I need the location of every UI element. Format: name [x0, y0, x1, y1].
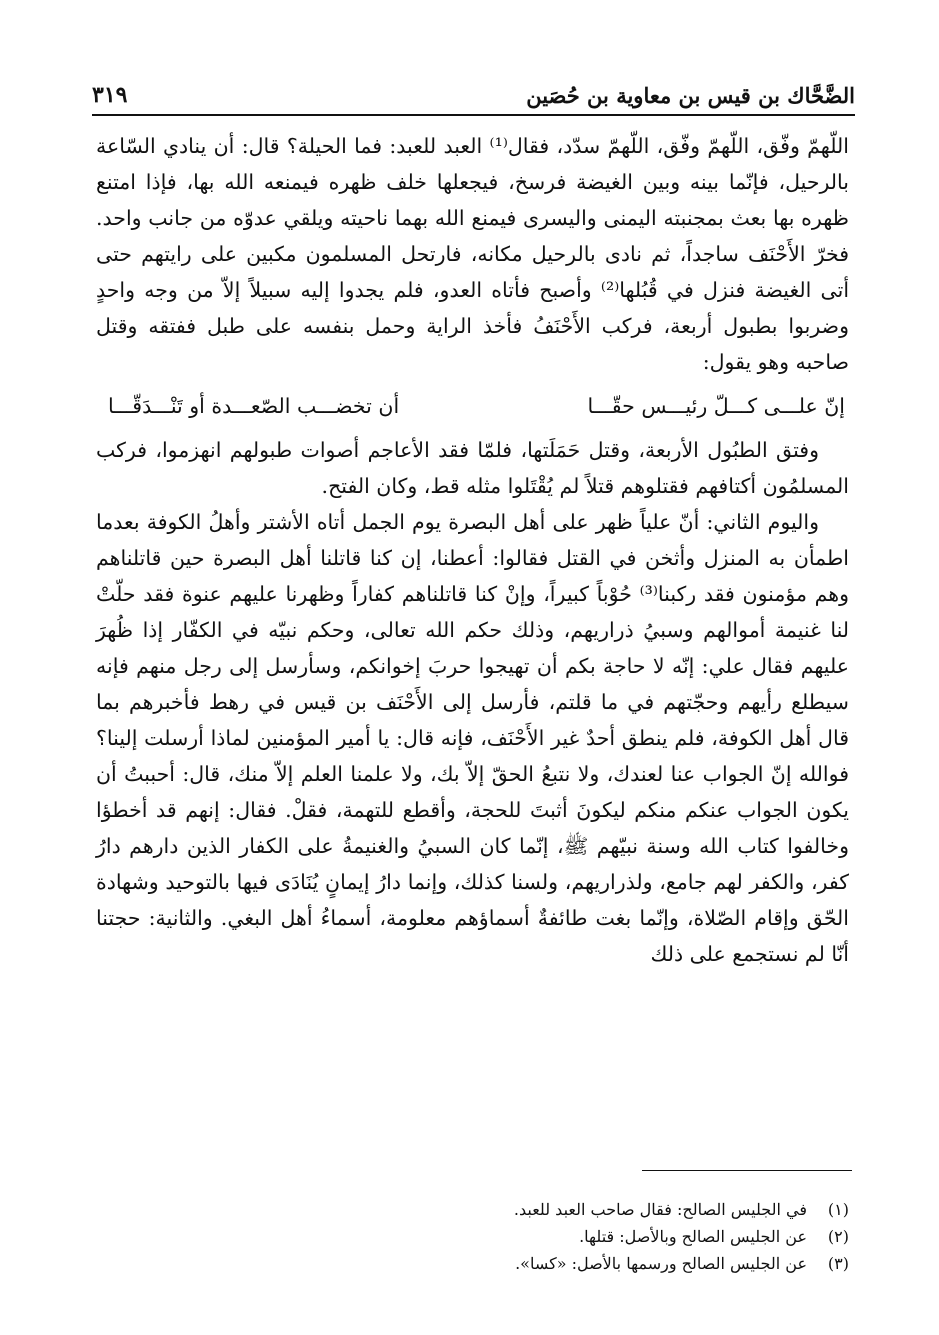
page-number: ٣١٩	[92, 82, 128, 108]
verse-first-hemistich: إنّ علـــى كـــلّ رئيـــس حقّـــا	[587, 394, 845, 418]
footnote-1	[96, 1196, 849, 1223]
footnote-3	[96, 1250, 849, 1277]
footnote-text: عن الجليس الصالح وبالأصل: قتلها.	[579, 1227, 807, 1246]
header-rule	[92, 114, 855, 116]
footnote-rule	[642, 1170, 852, 1171]
footnote-2	[96, 1223, 849, 1250]
footnote-text: عن الجليس الصالح ورسمها بالأصل: «كسا».	[515, 1254, 807, 1273]
footnote-number: (٣)	[827, 1254, 849, 1273]
running-title: الضَّحَّاك بن قيس بن معاوية بن حُصَين	[526, 83, 855, 108]
main-text	[96, 128, 849, 972]
paragraph-1: اللّهمّ وفّق، اللّهمّ وفّق، اللّهمّ سدّد، فقال⁽¹⁾ العبد للعبد: فما الحيلة؟ قال: أن ينادي السّاعة بالرحيل، فإنّما بينه وبين الغيضة فرسخ، فيجعلها خلف ظهره فيمنعه الله بها، فإذا امتنع ظهره بها بعث بمجنبته اليمنى واليسرى فيمنع الله بهما ناحيته ويلقي عدوّه من جانب واحد. فخرّ الأَحْنَف ساجداً، ثم نادى بالرحيل مكانه، فارتحل المسلمون مكبين على رايتهم حتى أتى الغيضة فنزل في قُبُلها⁽²⁾ وأصبح فأتاه العدو، فلم يجدوا إليه سبيلاً إلاّ من وجه واحدٍ وضربوا بطبول أربعة، فركب الأَحْنَفُ فأخذ الراية وحمل بنفسه على طبل ففتقه وقتل صاحبه وهو يقول:	[96, 134, 850, 374]
footnotes	[96, 1196, 849, 1277]
poetry-verse	[96, 388, 849, 424]
footnote-number: (١)	[827, 1200, 849, 1219]
page-header	[92, 76, 855, 108]
paragraph-2: وفتق الطبُول الأربعة، وقتل حَمَلَتها، فلمّا فقد الأعاجم أصوات طبولهم انهزموا، فركب المسلمُون أكتافهم فقتلوهم قتلاً لم يُقْتَلوا مثله قط، وكان الفتح.	[96, 438, 849, 498]
verse-second-hemistich: أن تخضـــب الصّعـــدة أو تَنْـــدَقّـــا	[108, 394, 400, 418]
footnote-text: في الجليس الصالح: فقال صاحب العبد للعبد.	[513, 1200, 807, 1219]
paragraph-3: واليوم الثاني: أنّ علياً ظهر على أهل البصرة يوم الجمل أتاه الأشتر وأهلُ الكوفة بعدما اطمأن به المنزل وأثخن في القتل فقالوا: أعطنا، إن كنا قاتلنا أهل البصرة حين قاتلناهم وهم مؤمنون فقد ركبنا⁽³⁾ حُوْباً كبيراً، وإنْ كنا قاتلناهم كفاراً وظهرنا عليهم عنوة فقد حلّتْ لنا غنيمة أموالهم وسبيُ ذراريهم، وذلك حكم الله تعالى، وحكم نبيّه في الكفّار إذا ظُهرَ عليهم فقال علي: إنّه لا حاجة بكم أن تهيجوا حربَ إخوانكم، وسأرسل إلى رجل منهم فإنه سيطلع رأيهم وحجّتهم في ما قلتم، فأرسل إلى الأَحْنَف بن قيس في رهط فأخبرهم بما قال أهل الكوفة، فلم ينطق أحدٌ غير الأَحْنَف، فإنه قال: يا أمير المؤمنين لماذا أرسلت إلينا؟ فوالله إنّ الجواب عنا لعندك، ولا نتبعُ الحقّ إلاّ بك، ولا علمنا العلم إلاّ منك، قال: أحببتُ أن يكون الجواب عنكم منكم ليكونَ أثبتَ للحجة، وأقطع للتهمة، فقلْ. فقال: إنهم قد أخطؤا وخالفوا كتاب الله وسنة نبيّهم ﷺ، إنّما كان السبيُ والغنيمةُ على الكفار الذين دارهم دارُ كفر، والكفر لهم جامع، ولذراريهم، ولسنا كذلك، وإنما دارُ إيمانٍ يُنَادَى فيها بالتوحيد وشهادة الحّق وإقام الصّلاة، وإنّما بغت طائفةٌ أسماؤهم معلومة، أسماءُ أهل البغي. والثانية: حجتنا أنّا لم نستجمع على ذلك	[96, 510, 849, 966]
footnote-number: (٢)	[827, 1227, 849, 1246]
